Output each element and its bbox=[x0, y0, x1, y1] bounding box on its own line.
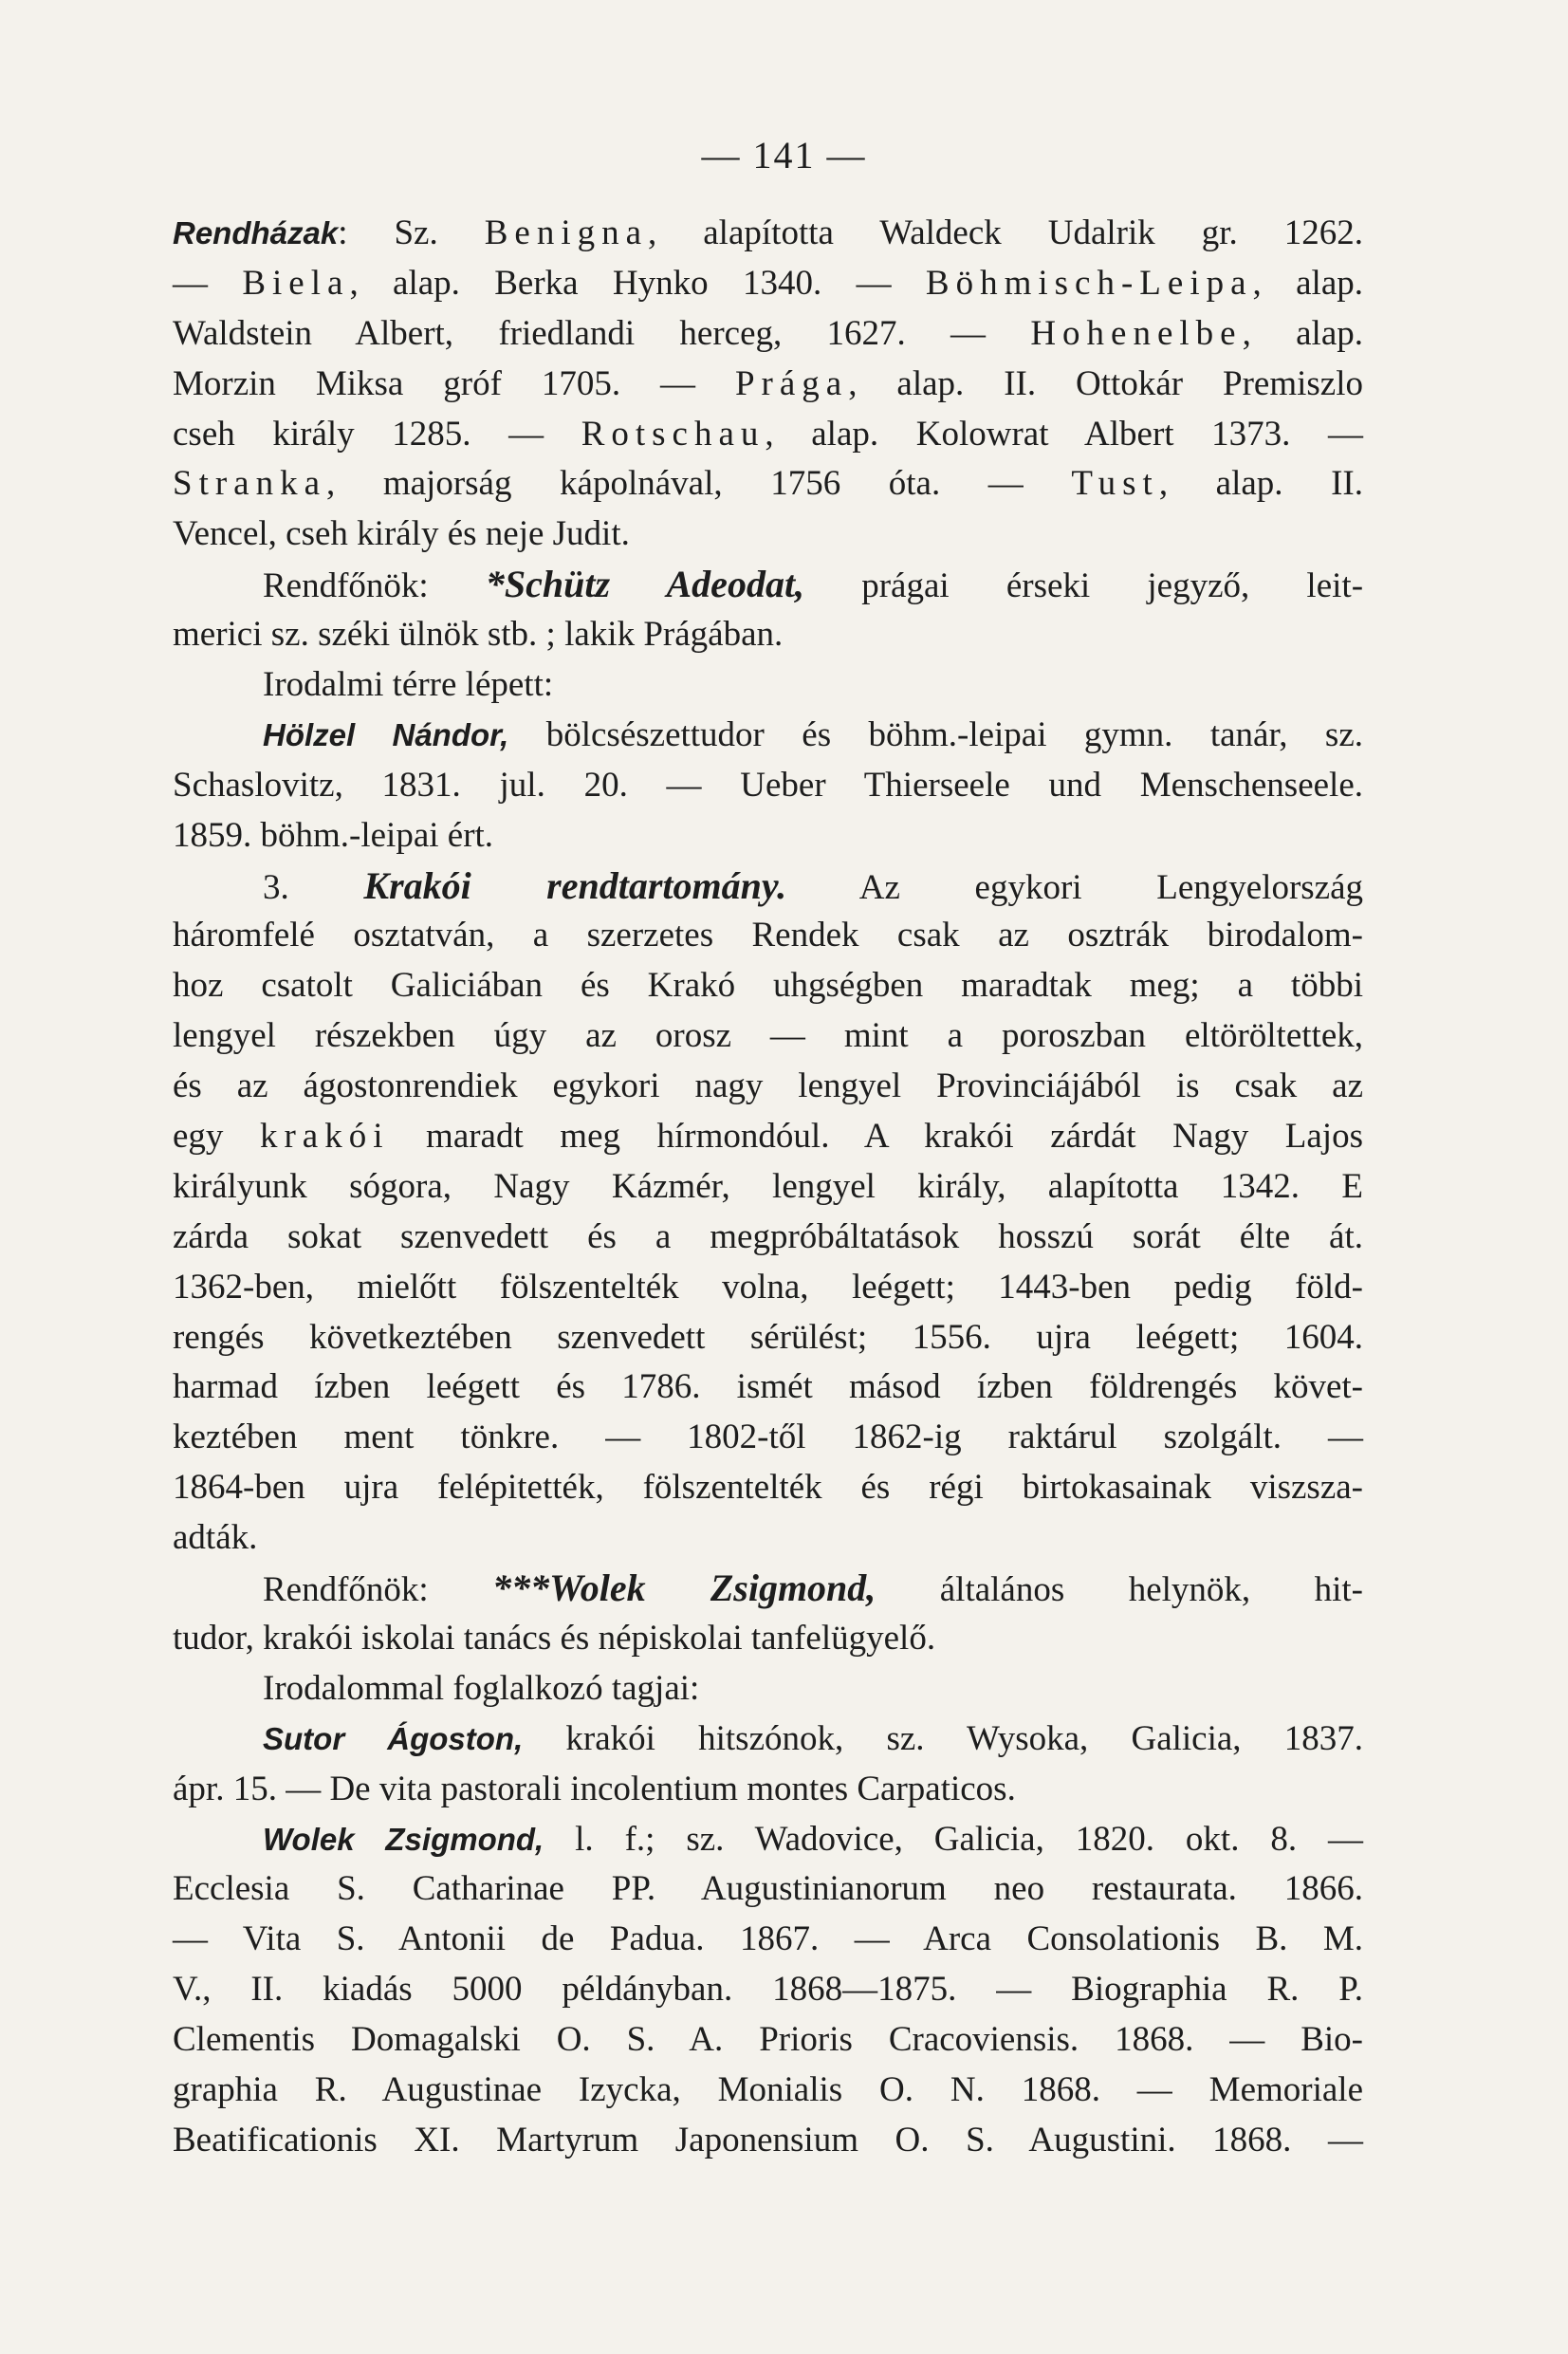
text-line bbox=[173, 1011, 1363, 1062]
text-run: 1362-ben, mielőtt fölszentelték volna, leégett; 1443-ben pedig föld- bbox=[173, 1267, 1363, 1307]
text-line bbox=[173, 309, 1363, 360]
text-line bbox=[173, 2066, 1363, 2116]
spaced-place-name: Stranka bbox=[173, 464, 327, 504]
text-line bbox=[173, 1815, 1363, 1865]
spaced-place-name: Rotschau bbox=[581, 414, 766, 454]
body-text bbox=[173, 209, 1363, 2166]
text-run: 3. bbox=[263, 867, 364, 907]
spaced-place-name: krakói bbox=[259, 1117, 390, 1157]
text-run: harmad ízben leégett és 1786. ismét másod ízben földrengés követ- bbox=[173, 1367, 1363, 1407]
text-line bbox=[173, 209, 1363, 259]
page-number: — 141 — bbox=[701, 134, 867, 176]
text-run: 1864-ben ujra felépitették, fölszentelték és régi birtokasainak viszsza- bbox=[173, 1468, 1363, 1508]
text-run: cseh király 1285. — bbox=[173, 414, 581, 454]
spaced-place-name: Biela bbox=[242, 263, 350, 303]
text-run: : bbox=[338, 213, 395, 252]
name-emphasis: Rendházak bbox=[173, 215, 339, 250]
text-line bbox=[173, 1965, 1363, 2015]
text-run: , alapította Waldeck Udalrik gr. 1262. bbox=[648, 213, 1363, 252]
text-line bbox=[173, 961, 1363, 1011]
text-run: maradt meg hírmondóul. A krakói zárdát Nagy Lajos bbox=[389, 1117, 1363, 1157]
text-line bbox=[173, 510, 1363, 560]
text-run: ápr. 15. — De vita pastorali incolentium montes Carpaticos. bbox=[173, 1769, 1016, 1808]
text-run: Rendfőnök: bbox=[263, 566, 486, 606]
text-run: adták. bbox=[173, 1518, 258, 1558]
text-line bbox=[173, 1463, 1363, 1513]
text-run: zárda sokat szenvedett és a megpróbáltatások hosszú sorát élte át. bbox=[173, 1216, 1363, 1256]
text-run: Clementis Domagalski O. S. A. Prioris Cracoviensis. 1868. — Bio- bbox=[173, 2020, 1363, 2060]
text-run: királyunk sógora, Nagy Kázmér, lengyel király, alapította 1342. E bbox=[173, 1166, 1363, 1206]
text-run: prágai érseki jegyző, leit- bbox=[804, 566, 1364, 606]
spaced-place-name: Prága bbox=[734, 363, 849, 403]
text-run: — Vita S. Antonii de Padua. 1867. — Arca Consolationis B. M. bbox=[173, 1919, 1363, 1959]
text-line bbox=[173, 1915, 1363, 1965]
text-line bbox=[173, 610, 1363, 660]
text-run: lengyel részekben úgy az orosz — mint a poroszban eltöröltettek, bbox=[173, 1016, 1363, 1056]
text-run: Ecclesia S. Catharinae PP. Augustinianorum neo restaurata. 1866. bbox=[173, 1869, 1363, 1909]
text-run: , alap. bbox=[1242, 313, 1363, 353]
text-run: merici sz. széki ülnök stb. ; lakik Prágában. bbox=[173, 615, 784, 655]
text-run: tudor, krakói iskolai tanács és népiskolai tanfelügyelő. bbox=[173, 1618, 936, 1658]
text-line bbox=[173, 761, 1363, 811]
text-line bbox=[173, 811, 1363, 862]
text-run: 1859. böhm.-leipai ért. bbox=[173, 815, 494, 855]
text-run: hoz csatolt Galiciában és Krakó uhgségben maradtak meg; a többi bbox=[173, 966, 1363, 1006]
text-run: , alap. Berka Hynko 1340. — bbox=[349, 263, 926, 303]
spaced-place-name: Böhmisch-Leipa bbox=[925, 263, 1253, 303]
text-line bbox=[173, 560, 1363, 610]
name-emphasis: ***Wolek Zsigmond, bbox=[492, 1566, 876, 1610]
text-run: és az ágostonrendiek egykori nagy lengyel Provinciájából is csak az bbox=[173, 1066, 1363, 1106]
text-run: Irodalommal foglalkozó tagjai: bbox=[263, 1668, 700, 1708]
text-run: V., II. kiadás 5000 példányban. 1868—1875. — Biographia R. P. bbox=[173, 1970, 1363, 2010]
text-run: , alap. bbox=[1252, 263, 1363, 303]
name-emphasis: *Schütz Adeodat, bbox=[485, 563, 805, 606]
text-run: Az egykori Lengyelország bbox=[786, 867, 1364, 907]
text-line bbox=[173, 1362, 1363, 1413]
text-run: , alap. II. bbox=[1158, 464, 1363, 504]
text-line bbox=[173, 1213, 1363, 1263]
text-run: Sz. bbox=[394, 213, 485, 252]
text-run: Irodalmi térre lépett: bbox=[263, 665, 554, 705]
text-run: — bbox=[173, 263, 243, 303]
text-run: , alap. Kolowrat Albert 1373. — bbox=[765, 414, 1364, 454]
text-run: Morzin Miksa gróf 1705. — bbox=[173, 363, 735, 403]
text-line bbox=[173, 1513, 1363, 1564]
name-emphasis: Hölzel Nándor, bbox=[263, 716, 509, 752]
text-run: Beatificationis XI. Martyrum Japonensium O. S. Augustini. 1868. — bbox=[173, 2120, 1363, 2159]
name-emphasis: Krakói rendtartomány. bbox=[363, 863, 787, 907]
text-line bbox=[173, 1313, 1363, 1363]
text-line bbox=[173, 1413, 1363, 1463]
text-line bbox=[173, 259, 1363, 309]
text-line bbox=[173, 1062, 1363, 1112]
text-run: Vencel, cseh király és neje Judit. bbox=[173, 514, 630, 554]
name-emphasis: Sutor Ágoston, bbox=[263, 1720, 524, 1756]
text-line bbox=[173, 711, 1363, 761]
text-run: keztében ment tönkre. — 1802-től 1862-ig raktárul szolgált. — bbox=[173, 1418, 1363, 1457]
name-emphasis: Wolek Zsigmond, bbox=[263, 1821, 544, 1857]
text-run: l. f.; sz. Wadovice, Galicia, 1820. okt. 8. — bbox=[544, 1819, 1363, 1859]
text-line bbox=[173, 1864, 1363, 1915]
text-run: Schaslovitz, 1831. jul. 20. — Ueber Thierseele und Menschenseele. bbox=[173, 765, 1363, 805]
text-run: bölcsészettudor és böhm.-leipai gymn. tanár, sz. bbox=[508, 714, 1363, 754]
text-line bbox=[173, 459, 1363, 510]
text-line bbox=[173, 2116, 1363, 2166]
text-run: , alap. II. Ottokár Premiszlo bbox=[848, 363, 1363, 403]
text-line bbox=[173, 1715, 1363, 1765]
text-line bbox=[173, 1112, 1363, 1162]
text-line bbox=[173, 1664, 1363, 1715]
text-line bbox=[173, 410, 1363, 460]
text-run: egy bbox=[173, 1117, 260, 1157]
text-line bbox=[173, 1614, 1363, 1664]
text-run: Rendfőnök: bbox=[263, 1570, 493, 1610]
text-run: rengés következtében szenvedett sérülést; 1556. ujra leégett; 1604. bbox=[173, 1317, 1363, 1357]
text-run: , majorság kápolnával, 1756 óta. — bbox=[326, 464, 1072, 504]
text-run: Waldstein Albert, friedlandi herceg, 1627. — bbox=[173, 313, 1031, 353]
text-run: általános helynök, hit- bbox=[876, 1570, 1363, 1610]
spaced-place-name: Tust bbox=[1071, 464, 1159, 504]
text-line bbox=[173, 660, 1363, 711]
text-line bbox=[173, 1564, 1363, 1614]
text-line bbox=[173, 911, 1363, 961]
spaced-place-name: Hohenelbe bbox=[1030, 313, 1243, 353]
text-run: graphia R. Augustinae Izycka, Monialis O. N. 1868. — Memoriale bbox=[173, 2069, 1363, 2109]
text-line bbox=[173, 360, 1363, 410]
text-run: háromfelé osztatván, a szerzetes Rendek csak az osztrák birodalom- bbox=[173, 916, 1363, 955]
text-line bbox=[173, 1162, 1363, 1213]
spaced-place-name: Benigna bbox=[484, 213, 649, 252]
text-line bbox=[173, 2015, 1363, 2066]
text-line bbox=[173, 862, 1363, 912]
text-run: krakói hitszónok, sz. Wysoka, Galicia, 1837. bbox=[523, 1718, 1363, 1758]
text-line bbox=[173, 1263, 1363, 1313]
text-line bbox=[173, 1765, 1363, 1815]
